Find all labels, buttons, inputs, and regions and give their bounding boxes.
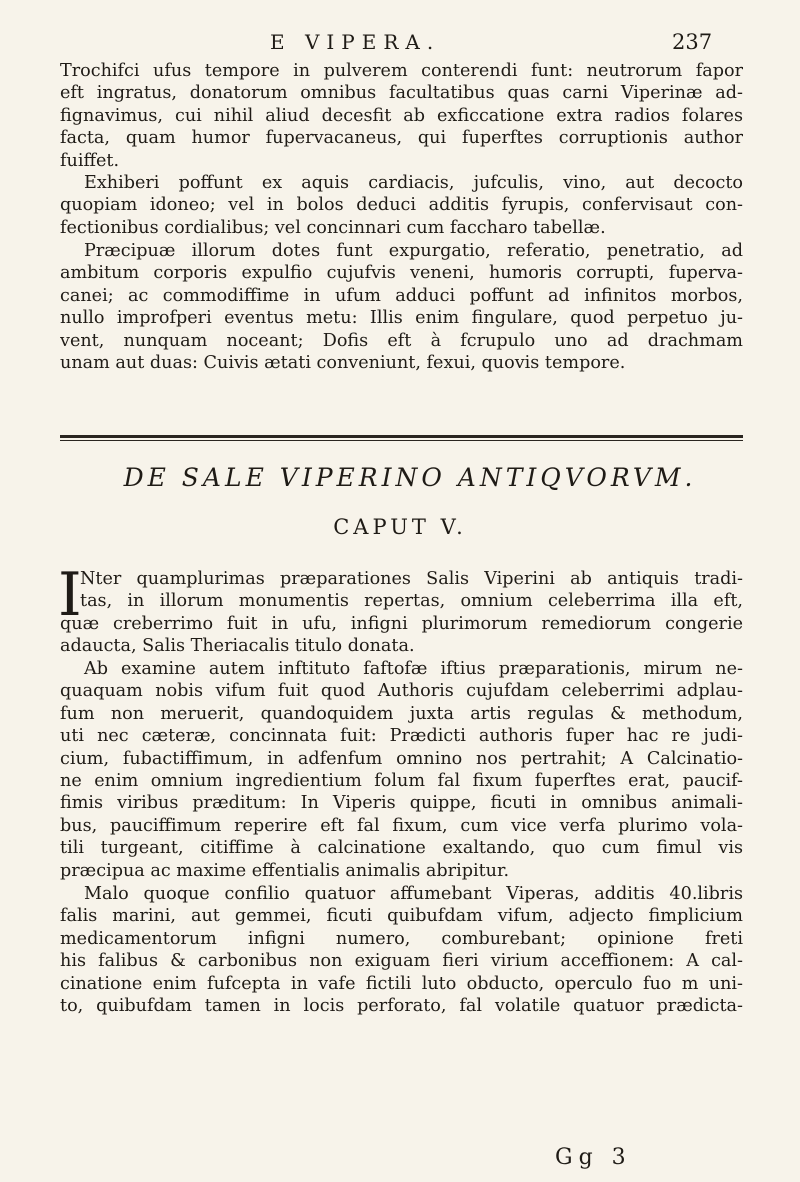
text-line: eft ingratus, donatorum omnibus facultatibus quas carni Viperinæ ad-	[60, 83, 743, 104]
text-line: tili turgeant, citiffime à calcinatione exaltando, quo cum fimul vis	[60, 838, 743, 859]
page-number: 237	[672, 30, 713, 54]
text-line: Exhiberi poffunt ex aquis cardiacis, jufculis, vino, aut decocto	[84, 173, 743, 193]
text-line: falis marini, aut gemmei, ficuti quibufdam vifum, adjecto fimplicium	[60, 906, 743, 927]
text-line: Nter quamplurimas præparationes Salis Viperini ab antiquis tradi-	[80, 569, 743, 589]
text-line: quopiam idoneo; vel in bolos deduci additis fyrupis, confervisaut con-	[60, 195, 743, 216]
text-line: facta, quam humor fupervacaneus, qui fuperftes corruptionis author	[60, 128, 743, 149]
text-line: fectionibus cordialibus; vel concinnari cum faccharo tabellæ.	[60, 217, 606, 238]
text-line: bus, pauciffimum reperire eft fal fixum, cum vice verfa plurimo vola-	[60, 815, 743, 836]
text-line: nullo improfperi eventus metu: Illis enim fingulare, quod perpetuo ju-	[60, 308, 743, 329]
paragraph-6	[60, 883, 743, 1017]
text-line: Trochifci ufus tempore in pulverem conterendi funt: neutrorum fapor	[60, 61, 743, 81]
paragraph-2	[60, 172, 743, 239]
text-line: vent, nunquam noceant; Dofis eft à fcrupulo uno ad drachmam	[60, 330, 743, 351]
running-head	[0, 30, 800, 58]
signature-mark: Gg 3	[555, 1145, 632, 1170]
text-line: fimis viribus præditum: In Viperis quippe, ficuti in omnibus animali-	[60, 793, 743, 814]
text-line: præcipua ac maxime effentialis animalis abripitur.	[60, 860, 510, 881]
section-rule-thin	[60, 440, 743, 441]
text-line: Præcipuæ illorum dotes funt expurgatio, referatio, penetratio, ad	[84, 241, 743, 261]
text-line: Malo quoque confilio quatuor affumebant Viperas, additis 40.libris	[84, 884, 743, 904]
text-line: fuiffet.	[60, 150, 120, 171]
text-line: quæ creberrimo fuit in ufu, infigni plurimorum remediorum congerie	[60, 613, 743, 634]
text-line: canei; ac commodiffime in ufum adduci poffunt ad infinitos morbos,	[60, 285, 743, 306]
text-line: to, quibufdam tamen in locis perforato, fal volatile quatuor prædicta-	[60, 995, 743, 1016]
section-heading: DE SALE VIPERINO ANTIQVORVM.	[123, 463, 697, 492]
text-line: unam aut duas: Cuivis ætati conveniunt, fexui, quovis tempore.	[60, 352, 626, 373]
paragraph-3	[60, 240, 743, 374]
text-line: uti nec cæteræ, concinnata fuit: Prædicti authoris fuper hac re judi-	[60, 726, 743, 747]
text-line: Ab examine autem inftituto faftofæ iftius præparationis, mirum ne-	[84, 659, 743, 679]
text-line: ne enim omnium ingredientium folum fal fixum fuperftes erat, paucif-	[60, 770, 743, 791]
text-line: quaquam nobis vifum fuit quod Authoris cujufdam celeberrimi adplau-	[60, 681, 743, 702]
text-line: adaucta, Salis Theriacalis titulo donata.	[60, 636, 415, 657]
text-line: fignavimus, cui nihil aliud decesfit ab exficcatione extra radios folares	[60, 105, 743, 126]
text-line: cinatione enim fufcepta in vafe fictili luto obducto, operculo fuo m uni-	[60, 973, 743, 994]
drop-cap: I	[58, 560, 82, 630]
chapter-title: CAPUT V.	[333, 515, 467, 539]
text-line: cium, fubactiffimum, in adfenfum omnino nos pertrahit; A Calcinatio-	[60, 748, 743, 769]
section-rule	[60, 435, 743, 438]
text-line: ambitum corporis expulfio cujufvis veneni, humoris corrupti, fuperva-	[60, 263, 743, 284]
paragraph-5	[60, 658, 743, 882]
text-line: his falibus & carbonibus non exiguam fieri virium acceffionem: A cal-	[60, 951, 743, 972]
paragraph-4	[58, 560, 743, 658]
paragraph-1	[60, 60, 743, 172]
text-line: fum non meruerit, quandoquidem juxta artis regulas & methodum,	[60, 703, 743, 724]
running-title: E VIPERA.	[270, 30, 441, 54]
text-line: medicamentorum infigni numero, comburebant; opinione freti	[60, 928, 743, 949]
text-line: tas, in illorum monumentis repertas, omnium celeberrima illa eft,	[80, 591, 743, 612]
